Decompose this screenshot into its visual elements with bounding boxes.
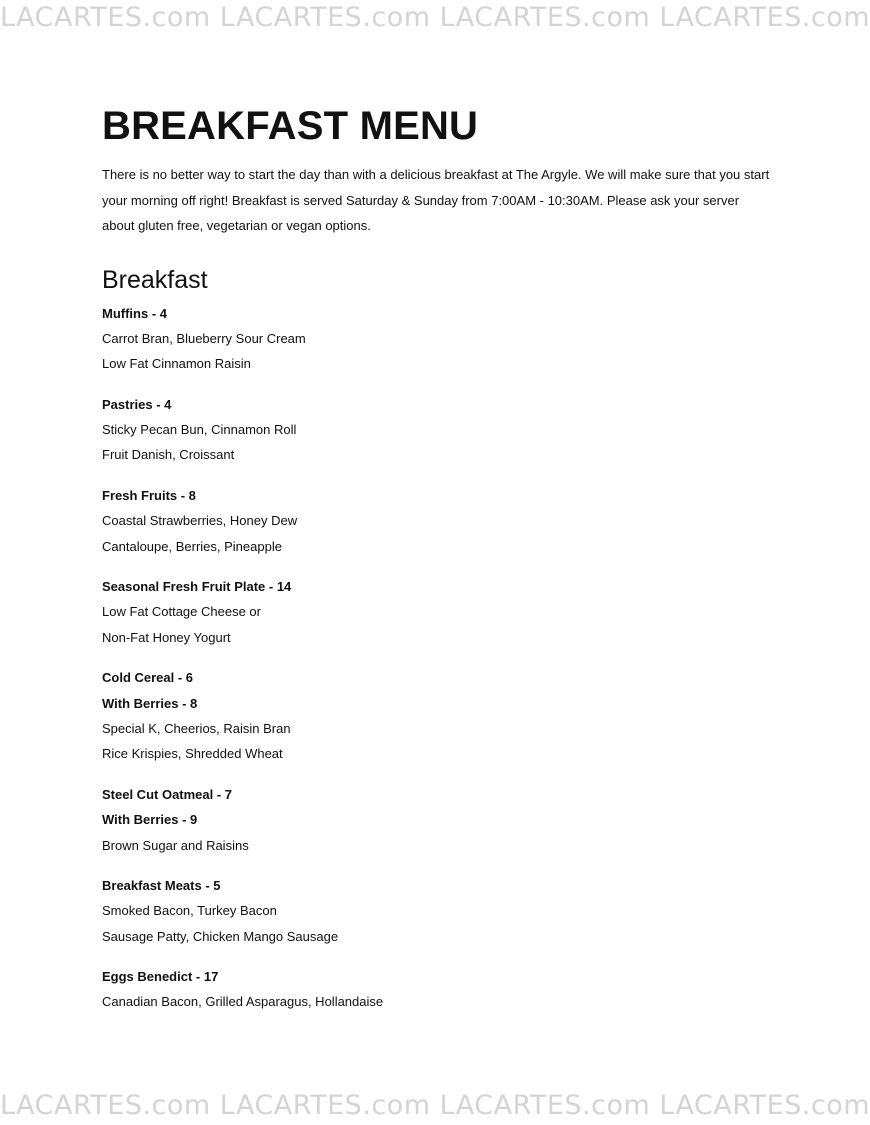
menu-item-heading: Pastries - 4 [102,396,172,412]
intro-paragraph [102,162,782,239]
menu-item [102,301,782,377]
menu-item-description: Cantaloupe, Berries, Pineapple [102,538,282,554]
menu-item [102,873,782,949]
menu-item-heading: Fresh Fruits - 8 [102,487,196,503]
menu-item [102,392,782,468]
menu-item-heading: Seasonal Fresh Fruit Plate - 14 [102,579,292,595]
menu-item-description: Carrot Bran, Blueberry Sour Cream [102,330,306,346]
menu-content [102,102,782,1030]
menu-item [102,574,782,650]
intro-line: There is no better way to start the day than with a delicious breakfast at The Argyle. We will make sure that you start [102,167,770,182]
menu-item-heading: Steel Cut Oatmeal - 7 [102,786,233,802]
menu-item-heading: Eggs Benedict - 17 [102,969,219,985]
menu-item-heading: Cold Cereal - 6 [102,670,194,686]
intro-line: your morning off right! Breakfast is served Saturday & Sunday from 7:00AM - 10:30AM. Please ask your server [102,192,740,208]
intro-line: about gluten free, vegetarian or vegan options. [102,218,371,233]
menu-item-description: Canadian Bacon, Grilled Asparagus, Hollandaise [102,994,384,1010]
menu-item [102,782,782,858]
watermark-bottom: LACARTES.com LACARTES.com LACARTES.com LACARTES.com [0,1090,870,1121]
menu-item-description: Special K, Cheerios, Raisin Bran [102,720,291,736]
menu-item-description: Coastal Strawberries, Honey Dew [102,513,298,529]
menu-item-description: Low Fat Cinnamon Raisin [102,356,251,372]
menu-item [102,665,782,767]
menu-item-heading: Muffins - 4 [102,305,167,321]
menu-item-description: Non-Fat Honey Yogurt [102,629,231,645]
menu-item-heading: Breakfast Meats - 5 [102,877,221,893]
watermark-top: LACARTES.com LACARTES.com LACARTES.com LACARTES.com [0,2,870,33]
menu-item-description: Fruit Danish, Croissant [102,447,235,463]
menu-item-description: Low Fat Cottage Cheese or [102,604,261,620]
menu-item-description: Brown Sugar and Raisins [102,837,249,853]
menu-item-description: Rice Krispies, Shredded Wheat [102,746,283,762]
menu-item-description: Sticky Pecan Bun, Cinnamon Roll [102,422,297,438]
menu-item [102,483,782,559]
menu-item-heading: With Berries - 8 [102,695,198,711]
menu-item-heading: With Berries - 9 [102,812,198,828]
section-title: Breakfast [102,265,208,294]
menu-item [102,964,782,1015]
menu-item-description: Sausage Patty, Chicken Mango Sausage [102,928,339,944]
page-title: BREAKFAST MENU [102,104,479,148]
menu-item-description: Smoked Bacon, Turkey Bacon [102,903,277,919]
menu-items-list [102,301,782,1015]
